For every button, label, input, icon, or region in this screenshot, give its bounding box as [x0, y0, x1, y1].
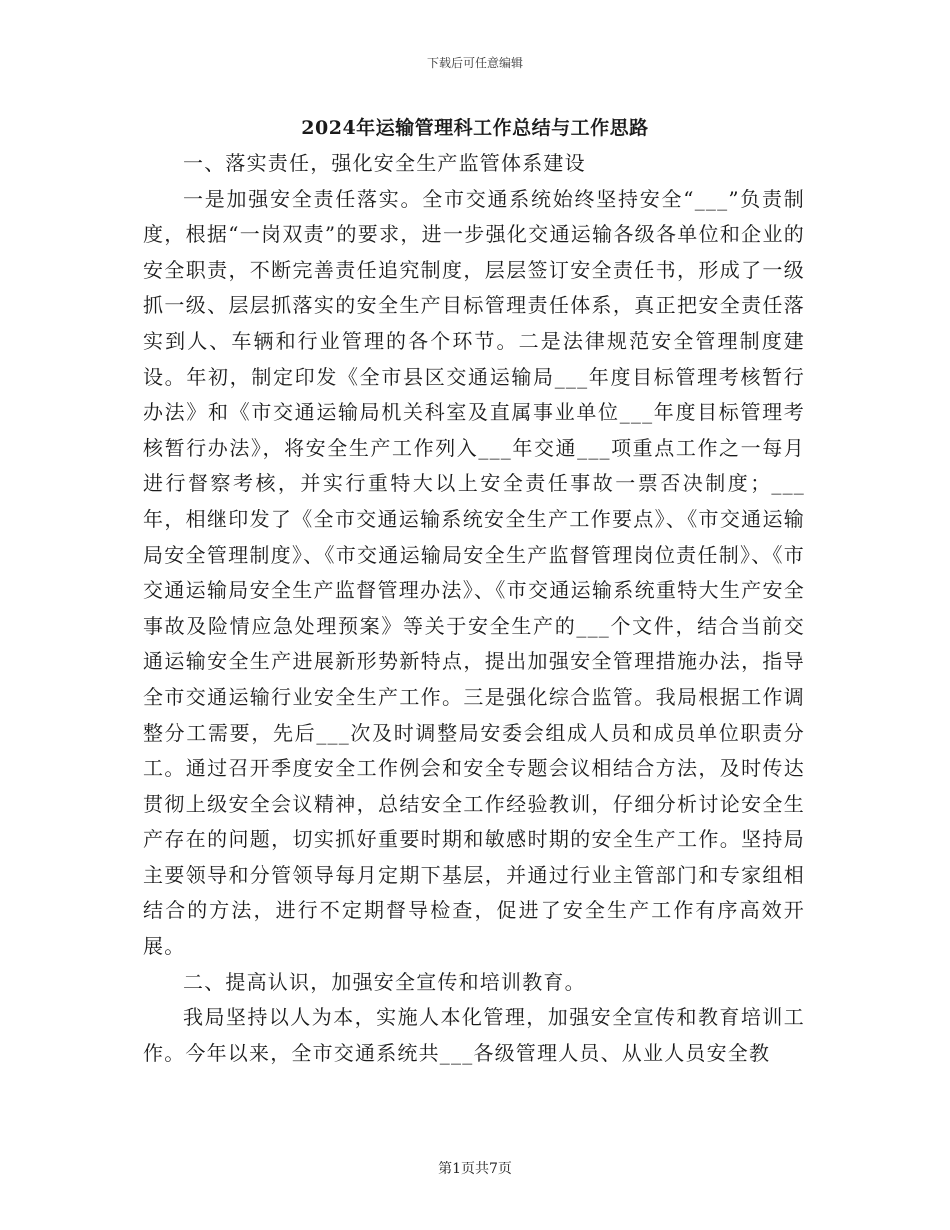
page-number: 第1页共7页: [438, 1161, 512, 1177]
paragraph-training: 我局坚持以人为本，实施人本化管理，加强安全宣传和教育培训工作。今年以来，全市交通系统共___各级管理人员、从业人员安全教: [143, 1005, 805, 1065]
page-header-note: 下载后可任意编辑: [426, 56, 523, 70]
section-heading-1: 一、落实责任，强化安全生产监管体系建设: [183, 151, 586, 175]
document-title: 2024年运输管理科工作总结与工作思路: [301, 117, 649, 139]
paragraph-responsibility: 一是加强安全责任落实。全市交通系统始终坚持安全“___”负责制度，根据“一岗双责”的要求，进一步强化交通运输各级各单位和企业的安全职责，不断完善责任追究制度，层层签订安全责任书，形成了一级抓一级、层层抓落实的安全生产目标管理责任体系，真正把安全责任落实到人、车辆和行业管理的各个环节。二是法律规范安全管理制度建设。年初，制定印发《全市县区交通运输局___年度目标管理考核暂行办法》和《市交通运输局机关科室及直属事业单位___年度目标管理考核暂行办法》，将安全生产工作列入___年交通___项重点工作之一每月进行督察考核，并实行重特大以上安全责任事故一票否决制度；___年，相继印发了《全市交通运输系统安全生产工作要点》、《市交通运输局安全管理制度》、《市交通运输局安全生产监督管理岗位责任制》、《市交通运输局安全生产监督管理办法》、《市交通运输系统重特大生产安全事故及险情应急处理预案》等关于安全生产的___个文件，结合当前交通运输安全生产进展新形势新特点，提出加强安全管理措施办法，指导全市交通运输行业安全生产工作。三是强化综合监管。我局根据工作调整分工需要，先后___次及时调整局安委会组成人员和成员单位职责分工。通过召开季度安全工作例会和安全专题会议相结合方法，及时传达贯彻上级安全会议精神，总结安全工作经验教训，仔细分析讨论安全生产存在的问题，切实抓好重要时期和敏感时期的安全生产工作。坚持局主要领导和分管领导每月定期下基层，并通过行业主管部门和专家组相结合的方法，进行不定期督导检查，促进了安全生产工作有序高效开展。: [143, 186, 805, 959]
section-heading-2: 二、提高认识，加强安全宣传和培训教育。: [183, 969, 586, 994]
document-body: [143, 146, 805, 1071]
